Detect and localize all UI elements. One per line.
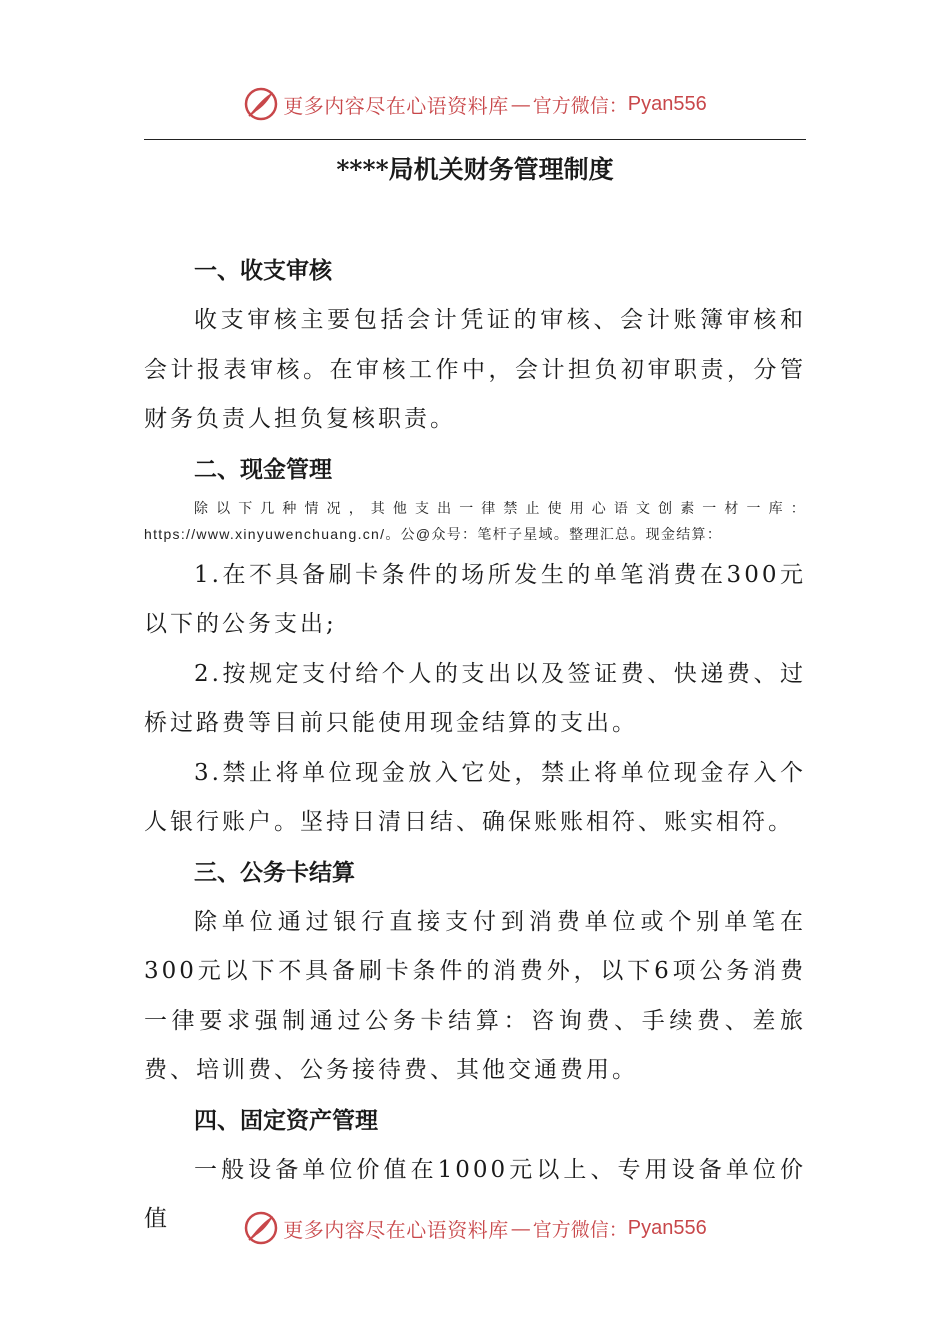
quill-logo-icon — [243, 86, 279, 122]
banner-slogan: 更多内容尽在心语资料库 — [283, 93, 509, 118]
banner-wechat-label: 官方微信： — [532, 1218, 628, 1241]
document-title: ****局机关财务管理制度 — [336, 155, 614, 184]
banner-separator: — — [510, 92, 531, 116]
banner-wechat-label: 官方微信： — [532, 94, 628, 117]
section-heading: 一、收支审核 — [194, 257, 332, 284]
paragraph: 除单位通过银行直接支付到消费单位或个别单笔在300元以下不具备刷卡条件的消费外，以下6项公务消费一律要求强制通过公务卡结算：咨询费、手续费、差旅费、培训费、公务接待费、其他交通费用。 — [144, 908, 806, 1083]
banner-separator: — — [510, 1216, 531, 1240]
paragraph: 3.禁止将单位现金放入它处，禁止将单位现金存入个人银行账户。坚持日清日结、确保账账相符、账实相符。 — [144, 759, 806, 835]
inserted-note: 除以下几种情况，其他支出一律禁止使用心语文创素一材一库：https://www.xinyuwenchuang.cn/。公@众号：笔杆子星域。整理汇总。现金结算： — [144, 499, 806, 542]
banner-wechat-id: Pyan556 — [627, 92, 707, 115]
header-rule — [144, 139, 806, 140]
quill-logo-icon — [243, 1210, 279, 1246]
section-heading: 二、现金管理 — [194, 455, 332, 483]
footer-watermark-banner — [0, 1206, 950, 1250]
paragraph: 收支审核主要包括会计凭证的审核、会计账簿审核和会计报表审核。在审核工作中，会计担负初审职责，分管财务负责人担负复核职责。 — [144, 307, 806, 432]
paragraph: 一般设备单位价值在1000元以上、专用设备单位价值 — [144, 1156, 806, 1232]
section-heading: 四、固定资产管理 — [194, 1106, 378, 1134]
paragraph: 1.在不具备刷卡条件的场所发生的单笔消费在300元以下的公务支出; — [144, 561, 806, 637]
banner-wechat-id: Pyan556 — [627, 1216, 707, 1239]
section-heading: 三、公务卡结算 — [194, 858, 355, 886]
paragraph: 2.按规定支付给个人的支出以及签证费、快递费、过桥过路费等目前只能使用现金结算的支出。 — [144, 660, 806, 736]
banner-slogan: 更多内容尽在心语资料库 — [283, 1217, 509, 1242]
header-watermark-banner — [0, 82, 950, 126]
